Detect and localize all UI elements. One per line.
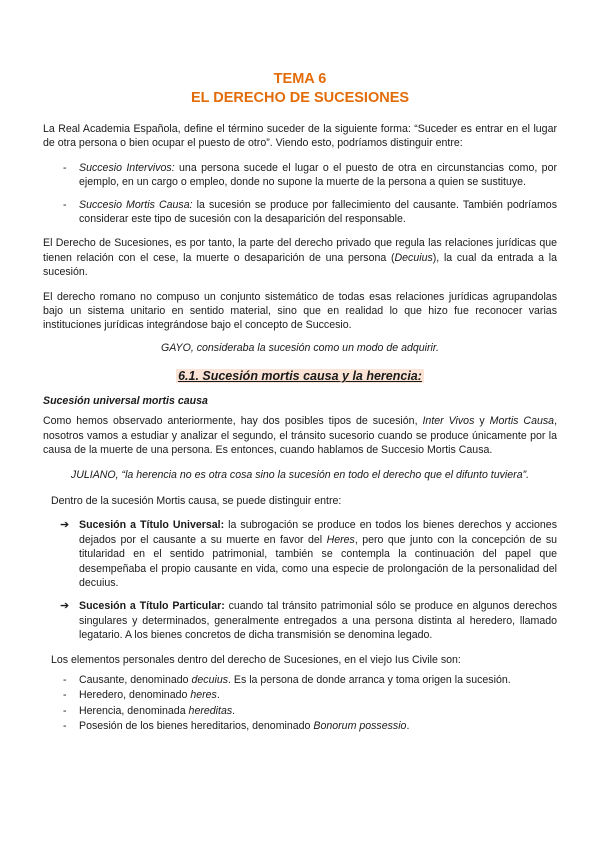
dash-bullet: -	[63, 704, 67, 717]
list-item	[43, 719, 557, 733]
document-title: TEMA 6	[273, 71, 327, 87]
term: hereditas	[188, 704, 233, 717]
term: Heres	[326, 533, 355, 546]
dash-bullet: -	[63, 161, 67, 174]
text-fragment: Posesión de los bienes hereditarios, denominado	[79, 720, 314, 733]
text-fragment: El Derecho de Sucesiones, es por tanto, la parte del derecho privado que regula las relaciones jurídicas que tienen relación con el cese, la muerte o desaparición de una persona (	[43, 237, 557, 264]
text-fragment: ), la cual da entrada a la sucesión.	[43, 251, 557, 279]
text-fragment: Herencia, denominada	[79, 704, 189, 717]
list-item	[43, 198, 557, 227]
text-fragment: .	[216, 689, 220, 702]
definition-paragraph	[43, 236, 557, 279]
term: Sucesión a Título Universal:	[79, 519, 225, 532]
juliano-quote: JULIANO, “la herencia no es otra cosa sino la sucesión en todo el derecho que el difunto tuviera”.	[70, 468, 530, 481]
list-item	[43, 518, 557, 590]
term: Mortis Causa	[489, 415, 555, 428]
arrow-bullet-icon: ➔	[60, 600, 70, 613]
dash-bullet: -	[63, 198, 67, 211]
text-fragment: Heredero, denominado	[79, 689, 191, 702]
section-heading	[43, 367, 557, 385]
text-fragment: Como hemos observado anteriormente, hay dos posibles tipos de sucesión,	[43, 415, 423, 428]
dash-bullet: -	[63, 673, 67, 686]
text-fragment: . Es la persona de donde arranca y toma origen la sucesión.	[228, 673, 511, 686]
gayo-quote: GAYO, consideraba la sucesión como un modo de adquirir.	[161, 341, 439, 354]
arrow-bullet-icon: ➔	[60, 519, 70, 532]
text-fragment: la subrogación se produce en todos los bienes derechos y acciones dejados por el causante a su muerte en favor del	[79, 519, 557, 546]
term: Bonorum possessio	[313, 720, 407, 733]
section-paragraph-2: Dentro de la sucesión Mortis causa, se puede distinguir entre:	[51, 494, 342, 507]
term: heres	[190, 689, 217, 702]
list-item	[43, 704, 557, 718]
document-subtitle: EL DERECHO DE SUCESIONES	[190, 90, 410, 106]
term: Sucesión a Título Particular:	[79, 600, 225, 613]
succession-kinds-list	[43, 161, 557, 227]
term: decuius	[191, 673, 229, 686]
term: Decuius	[394, 251, 433, 264]
term: Inter Vivos	[422, 415, 475, 428]
definition: la sucesión se produce por fallecimiento del causante. También podríamos considerar este tipo de sucesión con la desaparición del responsable.	[79, 198, 557, 226]
roman-law-paragraph: El derecho romano no compuso un conjunto sistemático de todas esas relaciones jurídicas agrupandolas bajo un sistema unitario en sentido material, sino que en realidad lo que hizo fue reconocer varias instituciones jurídicas integrándose bajo el concepto de Succesio.	[43, 290, 557, 332]
term: Succesio Intervivos:	[79, 161, 175, 174]
list-item	[43, 688, 557, 702]
elements-intro: Los elementos personales dentro del derecho de Sucesiones, en el viejo Ius Civile son:	[51, 653, 461, 666]
text-fragment: .	[232, 704, 236, 717]
term: Succesio Mortis Causa:	[79, 198, 193, 211]
list-item	[43, 161, 557, 190]
succession-types-list	[43, 518, 557, 642]
text-fragment: Causante, denominado	[79, 673, 192, 686]
text-fragment: .	[406, 720, 410, 733]
intro-paragraph: La Real Academia Española, define el término suceder de la siguiente forma: “Suceder es entrar en el lugar de otra persona o bien ocupar el puesto de otro”. Viendo esto, podríamos distinguir entre:	[43, 123, 557, 150]
definition: una persona sucede el lugar o el puesto de otra en circunstancias como, por ejemplo, en un cargo o empleo, donde no supone la muerte de la persona a quien se sustituye.	[79, 161, 557, 189]
dash-bullet: -	[63, 720, 67, 733]
section-paragraph	[43, 414, 557, 457]
list-item	[43, 599, 557, 642]
subsection-heading: Sucesión universal mortis causa	[43, 395, 208, 408]
text-fragment: cuando tal tránsito patrimonial sólo se produce en algunos derechos singulares y determinados, generalmente entregados a una persona distinta al heredero, llamado legatario. A los bienes concretos de dicha transmisión se denomina legado.	[79, 600, 557, 642]
text-fragment: y	[474, 415, 490, 428]
section-heading-text: 6.1. Sucesión mortis causa y la herencia:	[178, 369, 422, 384]
elements-list	[43, 673, 557, 734]
text-fragment: , pero que junto con la concepción de su titularidad en el sentido patrimonial, también se contempla la continuación del papel que desempeñaba el propio causante en vida, como una especie de prolongación de la personalidad del decuius.	[79, 533, 558, 589]
text-fragment: , nosotros vamos a estudiar y analizar el segundo, el tránsito sucesorio cuando se produce únicamente por la causa de la muerte de una persona. Es entonces, cuando hablamos de Succesio Mortis Causa.	[43, 415, 558, 457]
list-item	[43, 673, 557, 687]
dash-bullet: -	[63, 689, 67, 702]
